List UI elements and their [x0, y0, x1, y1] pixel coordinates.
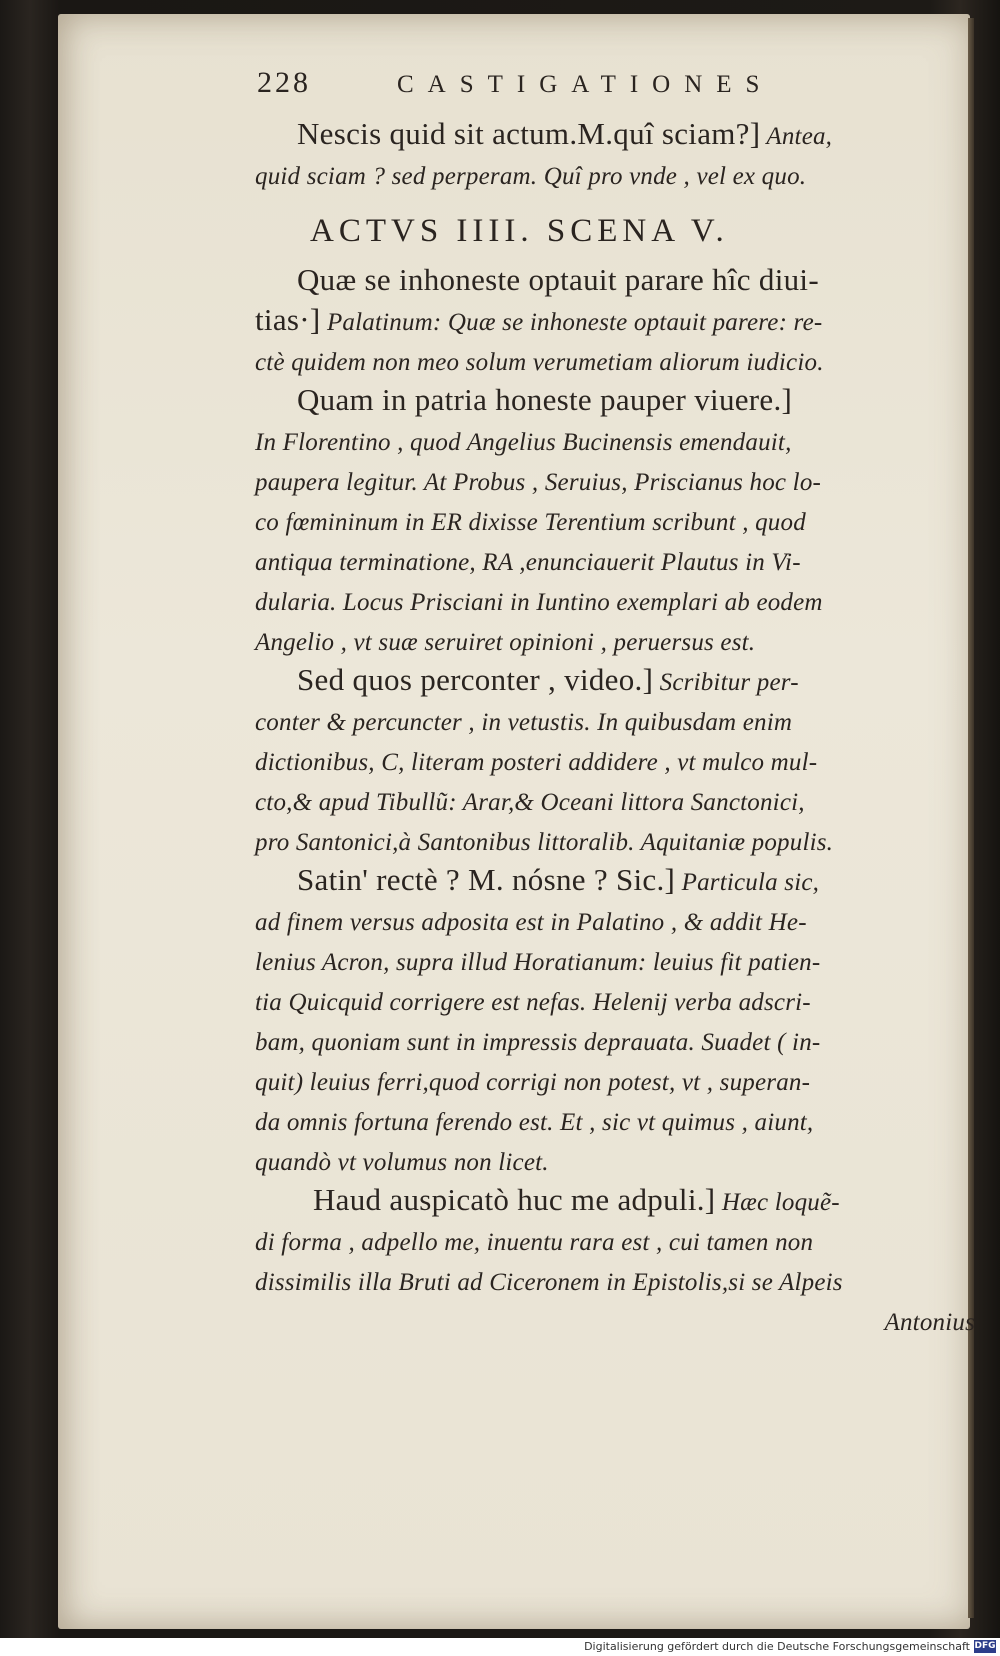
entry-block-a	[255, 114, 975, 194]
text-line	[255, 740, 975, 780]
lemma: Quam in patria honeste pauper viuere.]	[297, 382, 793, 417]
running-title: CASTIGATIONES	[397, 71, 774, 98]
text-line	[255, 860, 975, 900]
commentary: paupera legitur. At Probus , Seruius, Priscianus hoc lo-	[255, 469, 822, 496]
text-line	[255, 820, 975, 860]
scene-heading: ACTVS IIII. SCENA V.	[310, 213, 729, 249]
catchword	[255, 1300, 975, 1340]
text-line	[255, 540, 975, 580]
commentary: Hæc loquẽ-	[715, 1189, 840, 1216]
text-line	[255, 700, 975, 740]
commentary: di forma , adpello me, inuentu rara est , cui tamen non	[255, 1229, 814, 1256]
lemma: Satin' rectè ? M. nósne ? Sic.]	[297, 862, 676, 897]
text-line	[255, 780, 975, 820]
text-line	[255, 340, 975, 380]
lemma: Haud auspicatò huc me adpuli.]	[313, 1182, 716, 1217]
commentary: Angelio , vt suæ seruiret opinioni , peruersus est.	[255, 629, 756, 656]
lemma: Sed quos perconter , video.]	[297, 662, 654, 697]
catchword-text: Antonius	[884, 1309, 975, 1336]
text-line	[255, 1140, 975, 1180]
commentary: lenius Acron, supra illud Horatianum: leuius fit patien-	[255, 949, 821, 976]
text-line	[255, 660, 975, 700]
page-header	[257, 66, 975, 114]
commentary: co fœmininum in ER dixisse Terentium scribunt , quod	[255, 509, 806, 536]
commentary: ctè quidem non meo solum verumetiam aliorum iudicio.	[255, 349, 824, 376]
text-line	[255, 380, 975, 420]
page-content	[255, 66, 975, 1340]
text-line	[255, 500, 975, 540]
commentary: In Florentino , quod Angelius Bucinensis emendauit,	[255, 429, 792, 456]
commentary: tia Quicquid corrigere est nefas. Helenij verba adscri-	[255, 989, 811, 1016]
commentary: dissimilis illa Bruti ad Ciceronem in Epistolis,si se Alpeis	[255, 1269, 843, 1296]
text-line	[255, 620, 975, 660]
text-line	[255, 900, 975, 940]
text-line	[255, 1060, 975, 1100]
commentary: dularia. Locus Prisciani in Iuntino exemplari ab eodem	[255, 589, 823, 616]
lemma: Nescis quid sit actum.M.quî sciam?]	[297, 116, 761, 151]
commentary: cto,& apud Tibullũ: Arar,& Oceani littora Sanctonici,	[255, 789, 805, 816]
commentary: Particula sic,	[675, 869, 820, 896]
commentary: conter & percuncter , in vetustis. In quibusdam enim	[255, 709, 793, 736]
text-line	[255, 114, 975, 154]
lemma: Quæ se inhoneste optauit parare hîc diui-	[297, 262, 819, 297]
lemma: tias·]	[255, 302, 321, 337]
commentary: dictionibus, C, literam posteri addidere , vt mulco mul-	[255, 749, 818, 776]
text-line	[255, 1180, 975, 1220]
page-number: 228	[257, 66, 311, 99]
entry-block-b	[255, 260, 975, 1340]
commentary: quit) leuius ferri,quod corrigi non potest, vt , superan-	[255, 1069, 811, 1096]
text-line	[255, 580, 975, 620]
text-line	[255, 940, 975, 980]
commentary: pro Santonici,à Santonibus littoralib. Aquitaniæ populis.	[255, 829, 834, 856]
commentary: quandò vt volumus non licet.	[255, 1149, 549, 1176]
text-line	[255, 1100, 975, 1140]
commentary: Antea,	[760, 123, 833, 150]
text-line	[255, 1260, 975, 1300]
dfg-logo: DFG	[974, 1641, 996, 1651]
text-line	[255, 980, 975, 1020]
text-line	[255, 1020, 975, 1060]
footer-credit: Digitalisierung gefördert durch die Deutsche Forschungsgemeinschaft	[584, 1640, 970, 1653]
commentary: antiqua terminatione, RA ,enunciauerit Plautus in Vi-	[255, 549, 801, 576]
text-line	[255, 420, 975, 460]
commentary: bam, quoniam sunt in impressis deprauata. Suadet ( in-	[255, 1029, 821, 1056]
text-line	[255, 300, 975, 340]
text-line	[255, 260, 975, 300]
commentary: Palatinum: Quæ se inhoneste optauit parere: re-	[320, 309, 823, 336]
commentary: quid sciam ? sed perperam. Quî pro vnde , vel ex quo.	[255, 163, 807, 190]
text-line	[255, 154, 975, 194]
text-line	[255, 460, 975, 500]
commentary: Scribitur per-	[653, 669, 799, 696]
text-line	[255, 1220, 975, 1260]
commentary: ad finem versus adposita est in Palatino , & addit He-	[255, 909, 807, 936]
commentary: da omnis fortuna ferendo est. Et , sic vt quimus , aiunt,	[255, 1109, 814, 1136]
